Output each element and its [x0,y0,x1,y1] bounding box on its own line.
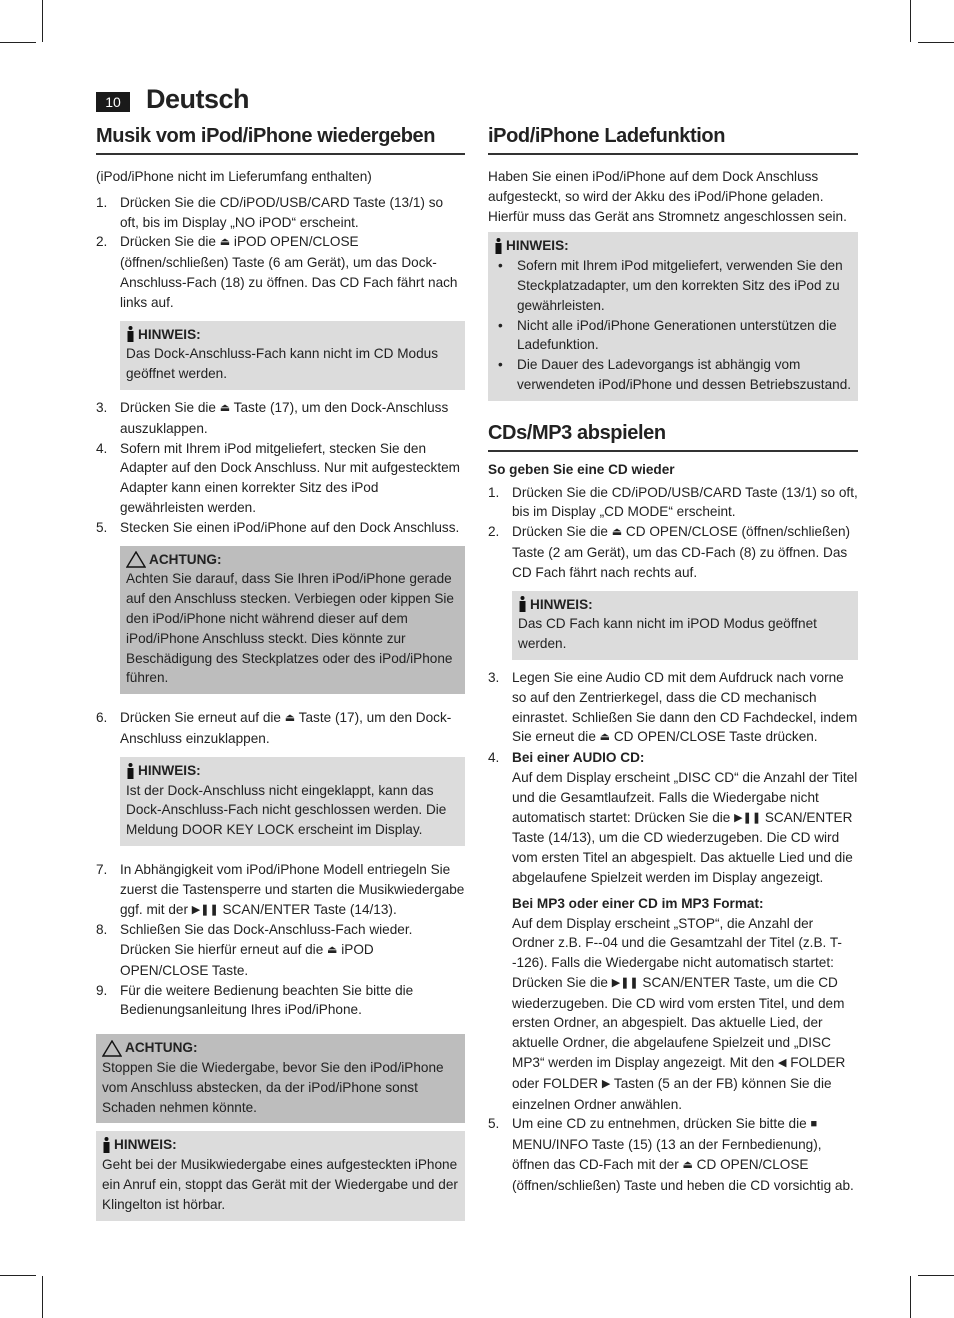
crop-mark [42,1276,43,1318]
crop-mark [0,1275,36,1276]
item-text: iPOD OPEN/CLOSE Taste. [120,942,374,978]
item-text: Um eine CD zu entnehmen, drücken Sie bitte die [512,1116,811,1132]
note-heading: HINWEIS: [126,325,459,345]
item-text: SCAN/ENTER Taste (14/13). [218,901,397,917]
item-text: Schließen Sie das Dock-Anschluss-Fach wieder. Drücken Sie hierfür erneut auf die [120,922,413,958]
item-number: 3. [488,669,500,685]
note-box [512,591,858,660]
note-box [96,1131,465,1220]
item-number: 8. [96,922,108,938]
bullet-dot: • [498,317,503,333]
item-text: CD OPEN/CLOSE Taste drücken. [610,729,818,745]
item-number: 1. [488,484,500,500]
crop-mark [42,0,43,42]
item-text: MENU/INFO Taste (15) (13 an der Fernbedienung), öffnen das CD-Fach mit der [512,1137,822,1173]
note-box [488,232,858,400]
warning-box [120,546,465,695]
info-icon [126,326,135,342]
warning-icon [126,551,146,568]
right-column [488,122,858,1196]
intro-text: (iPod/iPhone nicht im Lieferumfang enthalten) [96,169,372,184]
warning-heading: ACHTUNG: [126,550,459,570]
section-title-ipod-playback: Musik vom iPod/iPhone wiedergeben [96,122,465,155]
info-icon [494,238,503,254]
bullet-item: • Die Dauer des Ladevorgangs ist abhängig vom verwendeten iPod/iPhone und dessen Betriebszustand. [498,357,852,392]
item-number: 2. [96,234,108,250]
item-subheading: Bei MP3 oder einer CD im MP3 Format: [512,895,764,911]
info-icon [102,1137,111,1153]
eject-icon: ⏏ [284,712,296,725]
warning-text: Achten Sie darauf, dass Sie Ihren iPod/iPhone gerade auf den Anschluss stecken. Verbiegen oder kippen Sie den iPod/iPhone nicht während dieser auf dem iPod/iPhone Anschluss steckt. Dies könnte zur Beschädigung des Steckplatzes oder des iPod/iPhone führen. [126,571,454,686]
note-text: Ist der Dock-Anschluss nicht eingeklappt, kann das Dock-Anschluss-Fach nicht geschlossen werden. Die Meldung DOOR KEY LOCK erscheint im Display. [126,782,447,838]
item-text: CD OPEN/CLOSE (öffnen/schließen) Taste und heben die CD vorsichtig ab. [512,1157,854,1193]
list-item [488,483,858,523]
item-number: 7. [96,861,108,877]
crop-mark [918,42,954,43]
item-text: Drücken Sie erneut auf die [120,710,285,726]
item-text: Legen Sie eine Audio CD mit dem Aufdruck nach vorne so auf den Zentrierkegel, dass die CD mechanisch einrastet. Schließen Sie dann den CD Fachdeckel, indem Sie erneut die [512,669,858,745]
item-text: iPOD OPEN/CLOSE (öffnen/schließen) Taste (6 am Gerät), um das Dock-Anschluss-Fach (18) zu öffnen. Das CD Fach fährt nach links auf. [120,234,458,310]
warning-icon [102,1040,122,1057]
list-item [96,193,465,233]
list-item [96,439,465,518]
subheading: So geben Sie eine CD wieder [488,461,675,477]
warning-text: Stoppen Sie die Wiedergabe, bevor Sie den iPod/iPhone vom Anschluss abstecken, da der iPod/iPhone sonst Schaden nehmen könnte. [102,1060,444,1115]
page-number: 10 [96,92,130,112]
list-item [96,920,465,980]
list-item [488,522,858,582]
item-text: Drücken Sie die [120,399,220,415]
bullet-item: • Nicht alle iPod/iPhone Generationen unterstützen die Ladefunktion. [498,317,837,353]
list-item [96,981,465,1021]
item-number: 6. [96,710,108,726]
list-item [96,860,465,920]
eject-icon: ⏏ [327,944,338,957]
info-icon [126,763,135,779]
stop-icon: ■ [810,1118,818,1131]
crop-mark [910,0,911,42]
item-text: Für die weitere Bedienung beachten Sie bitte die Bedienungsanleitung Ihres iPod/iPhone. [120,982,414,1018]
item-text: Sofern mit Ihrem iPod mitgeliefert, stecken Sie den Adapter auf den Dock Anschluss. Nur mit aufgestecktem Adapter kann einen korrekter Sitz des iPod gewährleisten werden. [120,440,461,515]
warning-box [96,1034,465,1123]
item-text: Auf dem Display erscheint „DISC CD“ die Anzahl der Titel und die Gesamtlaufzeit. Falls die Wiedergabe nicht automatisch startet: Drücken Sie die ▶❚❚ SCAN/ENTER Taste (14/13), um die CD wiederzugeben. Die CD wird vom ersten Titel an abgespielt. Das aktuelle Lied und die abgelaufene Spielzeit werden im Display angezeigt. [512,769,858,885]
eject-icon: ⏏ [599,731,611,744]
eject-icon: ⏏ [219,236,231,249]
item-text: In Abhängigkeit vom iPod/iPhone Modell entriegeln Sie zuerst die Tastensperre und starten die Musikwiedergabe ggf. mit der [120,861,465,917]
crop-mark [910,1276,911,1318]
bullet-dot: • [498,357,503,373]
note-box [120,757,465,846]
bullet-item: • Sofern mit Ihrem iPod mitgeliefert, verwenden Sie den Steckplatzadapter, um den korrekten Sitz des iPod zu gewährleisten. [498,258,843,313]
item-text: Drücken Sie die [512,524,612,540]
list-item [96,398,465,439]
note-text: Geht bei der Musikwiedergabe eines aufgesteckten iPhone ein Anruf ein, stoppt das Gerät mit der Wiedergabe und der Klingelton ist hörbar. [102,1157,458,1212]
item-number: 5. [96,519,108,535]
next-arrow-icon: ▶ [601,1077,611,1090]
warning-heading: ACHTUNG: [102,1038,459,1058]
item-number: 9. [96,982,108,998]
play-pause-icon: ▶❚❚ [611,976,639,989]
item-number: 2. [488,524,500,540]
note-box [120,321,465,390]
note-text: Das Dock-Anschluss-Fach kann nicht im CD Modus geöffnet werden. [126,346,439,382]
play-pause-icon: ▶❚❚ [734,811,762,824]
language-title: Deutsch [146,84,250,114]
crop-mark [918,1275,954,1276]
item-text: Drücken Sie die CD/iPOD/USB/CARD Taste (13/1) so oft, bis im Display „CD MODE“ erscheint. [512,484,858,520]
note-heading: HINWEIS: [494,236,852,256]
item-text: Taste (17), um den Dock-Anschluss auszuklappen. [120,399,449,436]
play-pause-icon: ▶❚❚ [191,903,219,916]
item-number: 1. [96,194,108,210]
item-text: Auf dem Display erscheint „STOP“, die Anzahl der Ordner z.B. F--04 und die Gesamtzahl der Titel (z.B. T--126). Falls die Wiedergabe nicht automatisch startet: Drücken Sie die ▶❚❚ SCAN/ENTER Taste, um die CD wiederzugeben. Die CD wird vom ersten Titel, und dem ersten Ordner, an abgespielt. Das aktuelle Lied, der aktuelle Ordner, die abgelaufene Spielzeit und „DISC MP3“ werden im Display angezeigt. Mit den ◀ FOLDER oder FOLDER ▶ Tasten (5 an der FB) können Sie die einzelnen Ordner anwählen. [512,915,846,1112]
eject-icon: ⏏ [219,401,231,414]
note-heading: HINWEIS: [102,1135,459,1155]
item-subheading: Bei einer AUDIO CD: [512,750,645,766]
list-item [96,518,465,538]
item-number: 5. [488,1116,500,1132]
note-text: Das CD Fach kann nicht im iPOD Modus geöffnet werden. [518,616,817,652]
note-heading: HINWEIS: [518,595,852,615]
item-text: Drücken Sie die [120,234,220,250]
item-text: Stecken Sie einen iPod/iPhone auf den Dock Anschluss. [120,519,460,535]
section-title-cd-mp3: CDs/MP3 abspielen [488,419,858,452]
list-item [96,232,465,312]
section-title-charging: iPod/iPhone Ladefunktion [488,122,858,155]
list-item [488,1114,858,1195]
list-item [488,748,858,1114]
item-number: 4. [488,750,500,766]
item-number: 3. [96,399,108,415]
item-text: Taste (17), um den Dock-Anschluss einzuklappen. [120,710,452,746]
list-item [96,708,465,749]
eject-icon: ⏏ [682,1159,693,1172]
crop-mark [0,42,36,43]
item-text: CD OPEN/CLOSE (öffnen/schließen) Taste (2 am Gerät), um das CD-Fach (8) zu öffnen. Das CD Fach fährt nach rechts auf. [512,524,851,580]
previous-arrow-icon: ◀ [777,1057,787,1070]
info-icon [518,596,527,612]
bullet-dot: • [498,258,503,274]
item-text: Drücken Sie die CD/iPOD/USB/CARD Taste (13/1) so oft, bis im Display „NO iPOD“ erscheint. [120,194,444,230]
list-item [488,668,858,748]
left-column [96,122,465,1229]
intro-text: Haben Sie einen iPod/iPhone auf dem Dock Anschluss aufgesteckt, so wird der Akku des iPod/iPhone geladen. Hierfür muss das Gerät ans Stromnetz angeschlossen sein. [488,169,847,224]
eject-icon: ⏏ [611,526,623,539]
note-heading: HINWEIS: [126,761,459,781]
item-number: 4. [96,440,108,456]
